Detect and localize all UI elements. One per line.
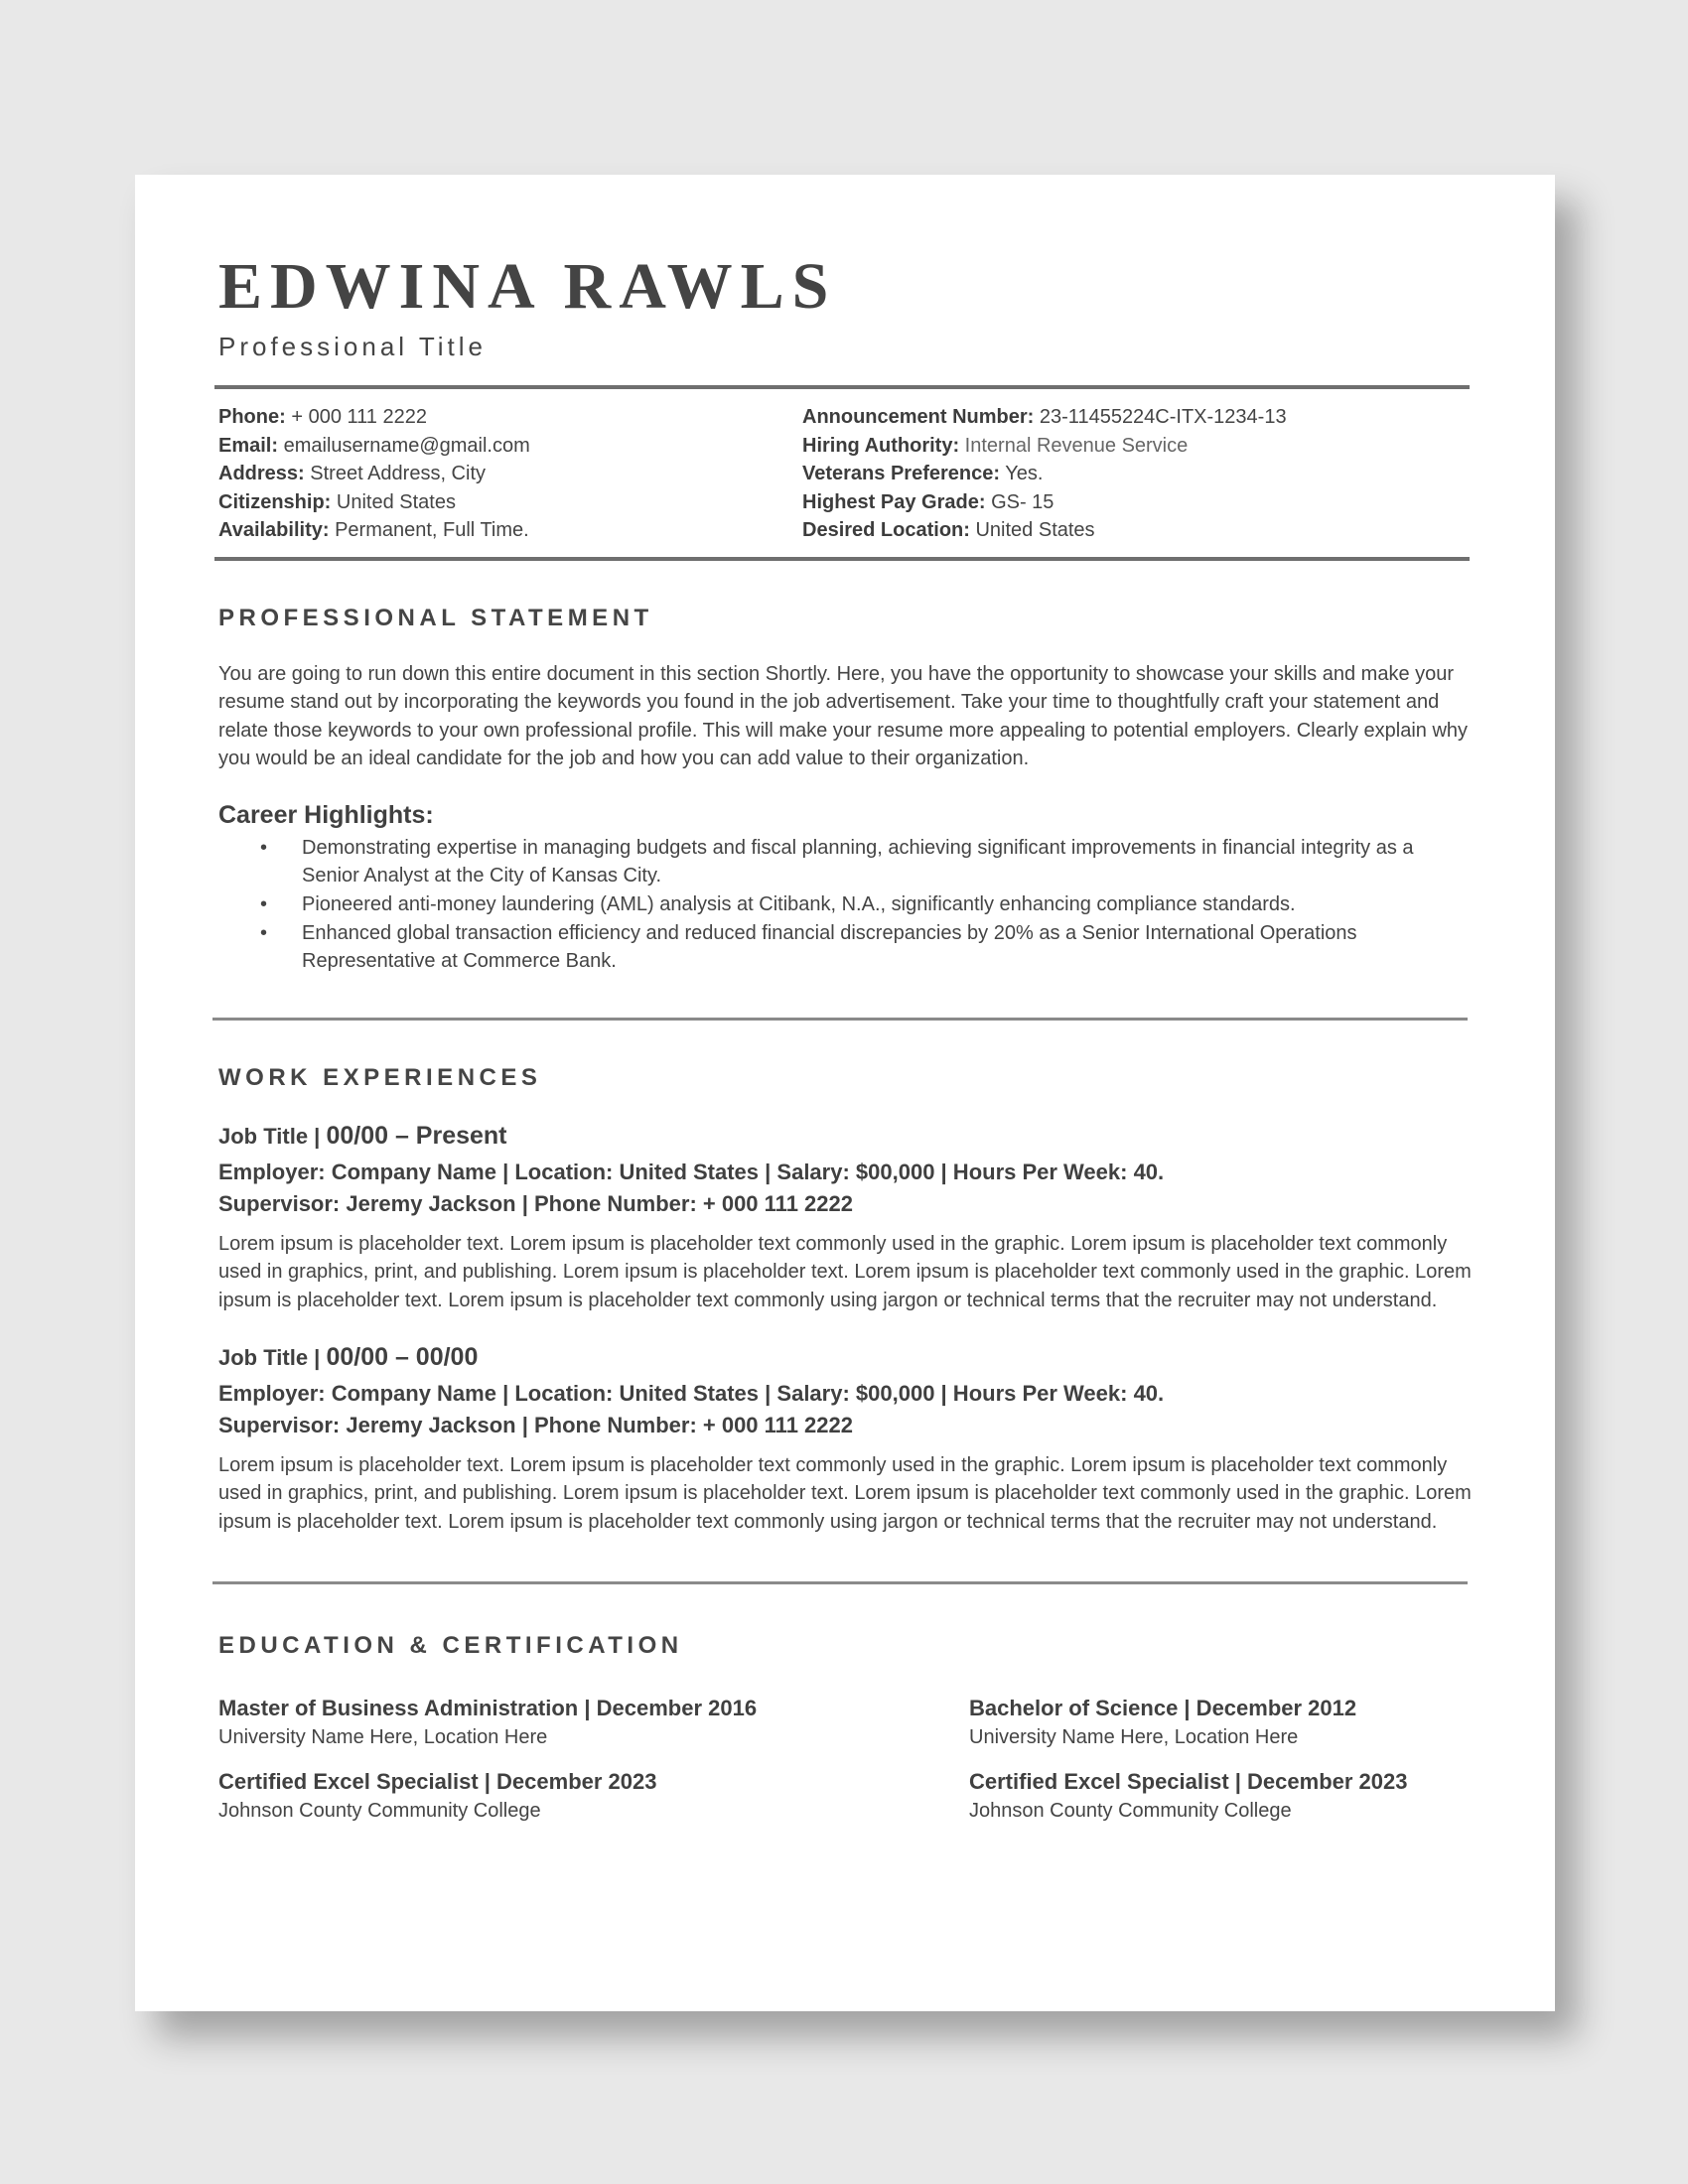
job-supervisor-line: Supervisor: Jeremy Jackson | Phone Number: + 000 111 2222 bbox=[218, 1412, 853, 1437]
announcement-number bbox=[802, 403, 1474, 432]
contact-label: Desired Location: bbox=[802, 519, 970, 541]
contact-availability bbox=[218, 516, 802, 545]
statement-text: You are going to run down this entire document in this section Shortly. Here, you have the opportunity to showcase your skills and make your resume stand out by incorporating the keywords you found in the job advertisement. Take your time to thoughtfully craft your statement and relate those keywords to your own professional profile. This will make your resume more appealing to potential employers. Clearly explain why you would be an ideal candidate for the job and how you can add value to their organization. bbox=[218, 662, 1469, 770]
contact-label: Highest Pay Grade: bbox=[802, 490, 986, 513]
job-dates: 00/00 – Present bbox=[326, 1121, 507, 1150]
highlight-text: Demonstrating expertise in managing budgets and fiscal planning, achieving significant improvements in financial integrity as a Senior Analyst at the City of Kansas City. bbox=[302, 836, 1414, 887]
bullet-icon: • bbox=[260, 893, 268, 916]
highest-pay-grade bbox=[802, 488, 1474, 517]
desired-location bbox=[802, 516, 1474, 545]
education-item bbox=[969, 1767, 1474, 1825]
education-degree: Certified Excel Specialist | December 2023 bbox=[969, 1769, 1408, 1795]
education-item bbox=[969, 1694, 1474, 1751]
job-entry bbox=[218, 1121, 1474, 1315]
education-school: University Name Here, Location Here bbox=[218, 1726, 548, 1749]
contact-value: emailusername@gmail.com bbox=[278, 434, 530, 457]
job-title-text: Job Title | bbox=[218, 1344, 327, 1370]
contact-block bbox=[218, 389, 1474, 557]
contact-value: 23-11455224C-ITX-1234-13 bbox=[1034, 406, 1287, 428]
education-item bbox=[218, 1767, 969, 1825]
education-school: Johnson County Community College bbox=[969, 1800, 1292, 1823]
contact-phone bbox=[218, 403, 802, 432]
job-dates: 00/00 – 00/00 bbox=[326, 1342, 479, 1371]
contact-value: GS- 15 bbox=[985, 490, 1055, 513]
candidate-name: EDWINA RAWLS bbox=[218, 250, 837, 323]
job-description: Lorem ipsum is placeholder text. Lorem ipsum is placeholder text commonly used in the graphic. Lorem ipsum is placeholder text commonly used in graphics, print, and publishing. Lorem ipsum is placeholder text. Lorem ipsum is placeholder text commonly used in the graphic. Lorem ipsum is placeholder text. Lorem ipsum is placeholder text commonly using jargon or technical terms that the recruiter may not understand. bbox=[218, 1232, 1472, 1312]
education-degree: Master of Business Administration | December 2016 bbox=[218, 1696, 758, 1721]
contact-right-column bbox=[802, 403, 1474, 545]
contact-value: Yes. bbox=[1000, 463, 1044, 484]
highlight-text: Enhanced global transaction efficiency and reduced financial discrepancies by 20% as a Senior International Operations Representative at Commerce Bank. bbox=[302, 921, 1357, 973]
contact-label: Address: bbox=[218, 463, 305, 484]
contact-email bbox=[218, 432, 802, 461]
education-school: University Name Here, Location Here bbox=[969, 1726, 1299, 1749]
contact-left-column bbox=[218, 403, 802, 545]
list-item bbox=[218, 834, 1474, 890]
contact-value: United States bbox=[969, 519, 1095, 541]
contact-label: Email: bbox=[218, 434, 279, 457]
contact-label: Hiring Authority: bbox=[802, 434, 960, 457]
veterans-preference bbox=[802, 460, 1474, 488]
education-left-column bbox=[218, 1694, 969, 1841]
contact-address bbox=[218, 460, 802, 488]
education-grid bbox=[218, 1694, 1474, 1841]
contact-label: Veterans Preference: bbox=[802, 463, 1001, 484]
career-highlights-list bbox=[218, 834, 1474, 976]
education-degree: Bachelor of Science | December 2012 bbox=[969, 1696, 1357, 1721]
contact-value: Internal Revenue Service bbox=[959, 434, 1189, 457]
job-entry bbox=[218, 1342, 1474, 1537]
education-degree: Certified Excel Specialist | December 2023 bbox=[218, 1769, 657, 1795]
contact-value: + 000 111 2222 bbox=[285, 406, 427, 428]
hiring-authority bbox=[802, 432, 1474, 461]
education-item bbox=[218, 1694, 969, 1751]
section-title-statement: PROFESSIONAL STATEMENT bbox=[218, 604, 653, 631]
job-title bbox=[218, 1342, 1474, 1371]
contact-value: United States bbox=[331, 490, 456, 513]
contact-label: Phone: bbox=[218, 406, 286, 428]
job-supervisor-line: Supervisor: Jeremy Jackson | Phone Number: + 000 111 2222 bbox=[218, 1190, 853, 1216]
contact-value: Permanent, Full Time. bbox=[329, 519, 529, 541]
job-employer-line: Employer: Company Name | Location: United States | Salary: $00,000 | Hours Per Week: 40. bbox=[218, 1159, 1165, 1184]
highlight-text: Pioneered anti-money laundering (AML) analysis at Citibank, N.A., significantly enhancing compliance standards. bbox=[302, 893, 1296, 916]
bullet-icon: • bbox=[260, 836, 268, 859]
education-school: Johnson County Community College bbox=[218, 1800, 541, 1823]
job-description: Lorem ipsum is placeholder text. Lorem ipsum is placeholder text commonly used in the graphic. Lorem ipsum is placeholder text commonly used in graphics, print, and publishing. Lorem ipsum is placeholder text. Lorem ipsum is placeholder text commonly used in the graphic. Lorem ipsum is placeholder text. Lorem ipsum is placeholder text commonly using jargon or technical terms that the recruiter may not understand. bbox=[218, 1453, 1472, 1533]
resume-page bbox=[135, 175, 1555, 2011]
bullet-icon: • bbox=[260, 921, 268, 944]
contact-label: Citizenship: bbox=[218, 490, 332, 513]
education-right-column bbox=[969, 1694, 1474, 1841]
job-employer-line: Employer: Company Name | Location: United States | Salary: $00,000 | Hours Per Week: 40. bbox=[218, 1380, 1165, 1406]
job-title bbox=[218, 1121, 1474, 1150]
section-title-work: WORK EXPERIENCES bbox=[218, 1063, 542, 1091]
contact-label: Announcement Number: bbox=[802, 406, 1035, 428]
career-highlights-title: Career Highlights: bbox=[218, 800, 434, 829]
list-item bbox=[218, 919, 1474, 976]
resume-content bbox=[218, 250, 1474, 1841]
contact-citizenship bbox=[218, 488, 802, 517]
professional-title: Professional Title bbox=[218, 332, 487, 361]
section-title-education: EDUCATION & CERTIFICATION bbox=[218, 1632, 683, 1660]
list-item bbox=[218, 890, 1474, 919]
contact-value: Street Address, City bbox=[304, 463, 486, 484]
contact-label: Availability: bbox=[218, 519, 330, 541]
job-title-text: Job Title | bbox=[218, 1123, 327, 1149]
